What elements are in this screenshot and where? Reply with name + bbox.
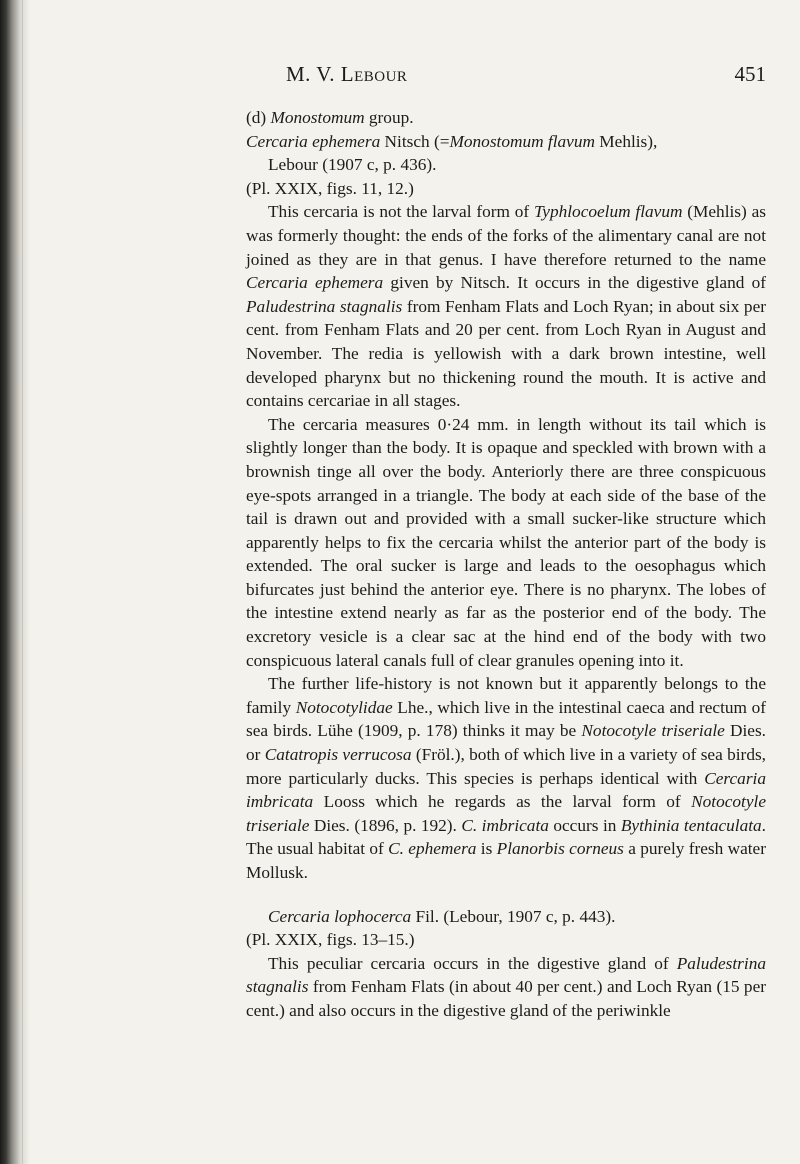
italic-term: Bythinia tentaculata [620, 815, 762, 835]
text-run: a purely fresh water Mollusk. [246, 839, 766, 882]
italic-term: Catatropis verrucosa [264, 745, 412, 765]
italic-term: Notocotyle triseriale [581, 721, 725, 741]
page-number: 451 [734, 62, 766, 86]
text-run: Dies. (1896, p. 192). [309, 815, 462, 835]
section-label: (d) [246, 108, 267, 127]
species-authority: Fil. (Lebour, 1907 c, p. 443). [415, 906, 616, 926]
species-reference: Lebour (1907 c, p. 436). [268, 155, 437, 175]
italic-term: Planorbis corneus [496, 839, 624, 859]
page-body [246, 106, 766, 1023]
italic-term: C. imbricata [461, 815, 549, 835]
species-heading-2 [246, 905, 766, 929]
plate-reference-1: (Pl. XXIX, figs. 11, 12.) [246, 178, 414, 198]
italic-term: Typhlocoelum flavum [533, 202, 683, 222]
species-name: Cercaria ephemera [246, 131, 381, 151]
italic-term: C. ephemera [388, 839, 477, 859]
italic-term: Notocotyle triseriale [246, 792, 766, 835]
paragraph [246, 413, 766, 673]
text-run: is [476, 839, 497, 859]
section-title: Monostomum [270, 108, 365, 127]
running-header [286, 62, 766, 94]
section-title-suffix: group. [368, 108, 414, 127]
text-run: given by Nitsch. It occurs in the digestive gland of [383, 273, 766, 293]
text-run: . The usual habitat of [246, 815, 766, 859]
paragraph-group-1 [246, 200, 766, 884]
italic-term: Cercaria imbricata [246, 768, 766, 812]
synonym-authority: Mehlis), [599, 131, 658, 151]
book-binding-edge [0, 0, 30, 1164]
text-run: Lhe., which live in the intestinal caeca and rectum of sea birds. Lühe (1909, p. 178) thinks it may be [246, 697, 766, 741]
species-authority: Nitsch (= [384, 131, 450, 151]
text-run: The further life-history is not known but it apparently belongs to the family [246, 674, 766, 717]
paragraph [246, 200, 766, 412]
text-run: Looss which he regards as the larval form of [313, 792, 692, 812]
italic-term: Paludestrina stagnalis [246, 953, 766, 997]
text-run: occurs in [548, 815, 621, 835]
species-synonym: Monostomum flavum [449, 131, 595, 151]
species-name: Cercaria lophocerca [268, 906, 412, 926]
text-run: from Fenham Flats (in about 40 per cent.) and Loch Ryan (15 per cent.) and also occurs in the digestive gland of the periwinkle [246, 977, 766, 1020]
plate-reference-2: (Pl. XXIX, figs. 13–15.) [246, 930, 415, 950]
running-head [286, 62, 407, 87]
paragraph [246, 952, 766, 1023]
italic-term: Notocotylidae [295, 697, 393, 717]
text-run: The cercaria measures 0·24 mm. in length without its tail which is slightly longer than the body. It is opaque and speckled with brown with a brownish tinge all over the body. Anteriorly there are three conspicuous eye-spots arranged in a triangle. The body at each side of the base of the tail is drawn out and provided with a small sucker-like structure which apparently helps to fix the cercaria whilst the anterior part of the body is extended. The oral sucker is large and leads to the oesophagus which bifurcates just behind the anterior eye. There is no pharynx. The lobes of the intestine extend nearly as far as the posterior end of the body. The excretory vesicle is a clear sac at the hind end of the body with two conspicuous lateral canals full of clear granules opening into it. [246, 414, 766, 670]
paragraph [246, 672, 766, 884]
author-surname: Lebour [340, 62, 408, 86]
italic-term: Paludestrina stagnalis [246, 296, 403, 316]
species-heading-1 [246, 130, 766, 177]
text-run: This cercaria is not the larval form of [268, 202, 534, 222]
text-run: from Fenham Flats and Loch Ryan; in about six per cent. from Fenham Flats and 20 per cent. from Loch Ryan in August and November. The redia is yellowish with a dark brown intestine, well developed pharynx but no thickening round the mouth. It is active and contains cercariae in all stages. [246, 296, 766, 411]
paragraph-group-2 [246, 952, 766, 1023]
text-run: Dies. or [246, 721, 766, 765]
text-run: (Mehlis) as was formerly thought: the ends of the forks of the alimentary canal are not joined as they are in that genus. I have therefore returned to the name [246, 202, 766, 269]
italic-term: Cercaria ephemera [246, 273, 384, 293]
text-run: (Fröl.), both of which live in a variety of sea birds, more particularly ducks. This species is perhaps identical with [246, 745, 767, 788]
author-initials: M. V. [286, 62, 336, 86]
text-run: This peculiar cercaria occurs in the digestive gland of [268, 953, 677, 973]
section-heading [246, 106, 766, 130]
